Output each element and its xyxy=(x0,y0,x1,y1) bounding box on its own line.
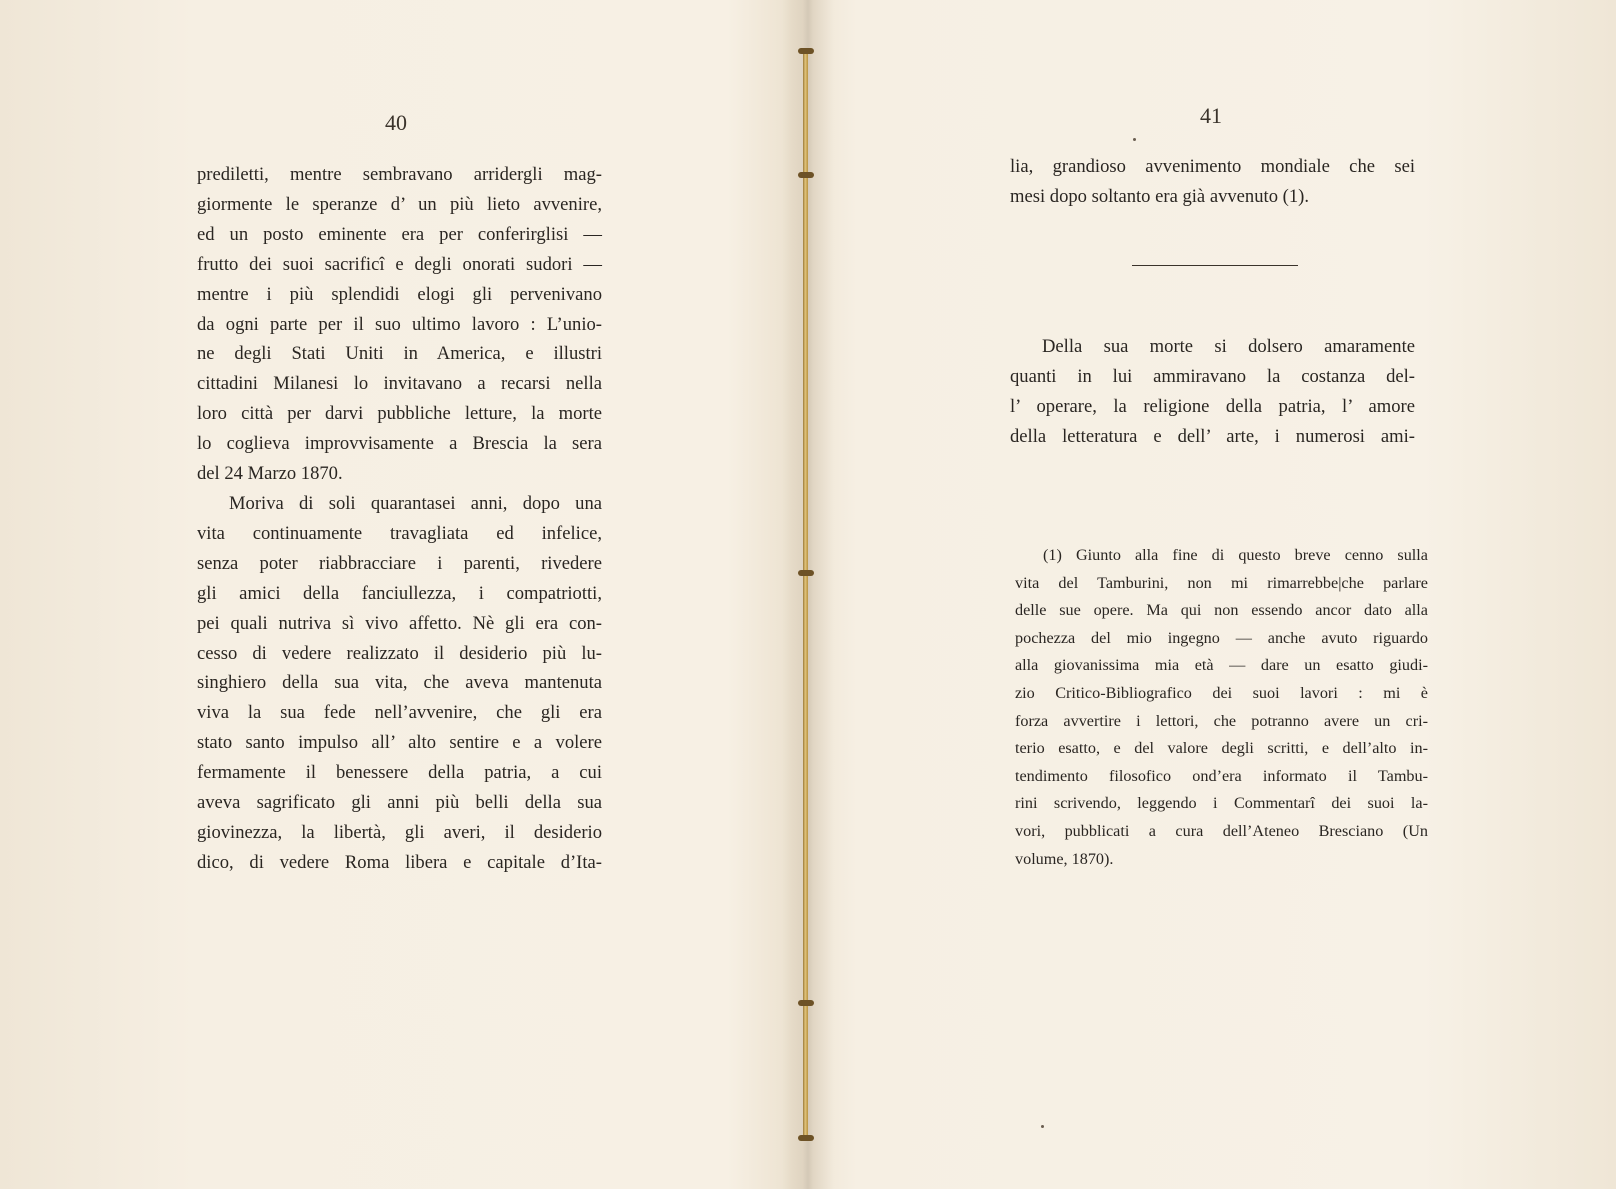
text-line: Moriva di soli quarantasei anni, dopo una xyxy=(229,492,602,514)
text-line: giovinezza, la libertà, gli averi, il desiderio xyxy=(197,821,602,843)
binding-stitch xyxy=(798,570,814,576)
footnote-line: zio Critico-Bibliografico dei suoi lavori : mi è xyxy=(1015,683,1428,702)
binding-stitch xyxy=(798,1000,814,1006)
text-line: del 24 Marzo 1870. xyxy=(197,463,343,485)
binding-stitch xyxy=(798,48,814,54)
binding-stitch xyxy=(798,1135,814,1141)
footnote xyxy=(1015,542,1428,873)
text-line: prediletti, mentre sembravano arridergli mag- xyxy=(197,164,602,185)
text-line: della letteratura e dell’ arte, i numerosi ami- xyxy=(1010,425,1415,447)
text-line: quanti in lui ammiravano la costanza del- xyxy=(1010,365,1415,387)
text-line: dico, di vedere Roma libera e capitale d’Ita- xyxy=(197,851,602,873)
footnote-line: terio esatto, e del valore degli scritti, e dell’alto in- xyxy=(1015,739,1428,758)
text-line: mesi dopo soltanto era già avvenuto (1). xyxy=(1010,185,1309,207)
text-line: da ogni parte per il suo ultimo lavoro : L’unio- xyxy=(197,313,602,335)
section-rule xyxy=(1132,265,1298,266)
text-line: singhiero della sua vita, che aveva mantenuta xyxy=(197,672,602,694)
ink-speck xyxy=(1133,138,1136,141)
page-number-right: 41 xyxy=(1200,103,1222,128)
footnote-line: vita del Tamburini, non mi rimarrebbe|che parlare xyxy=(1015,573,1428,592)
text-line: fermamente il benessere della patria, a cui xyxy=(197,762,602,784)
footnote-line: pochezza del mio ingegno — anche avuto riguardo xyxy=(1015,628,1428,647)
text-line: cesso di vedere realizzato il desiderio più lu- xyxy=(197,642,602,664)
text-line: giormente le speranze d’ un più lieto avvenire, xyxy=(197,193,602,215)
text-line: loro città per darvi pubbliche letture, la morte xyxy=(197,403,602,425)
footnote-line: rini scrivendo, leggendo i Commentarî dei suoi la- xyxy=(1015,794,1428,813)
binding-thread xyxy=(803,50,808,1140)
text-line-italic-title: ne degli Stati Uniti in America, e illustri xyxy=(197,343,602,365)
text-line: lo coglieva improvvisamente a Brescia la sera xyxy=(197,433,602,455)
text-line: mentre i più splendidi elogi gli pervenivano xyxy=(197,283,602,305)
text-line: frutto dei suoi sacrificî e degli onorati sudori — xyxy=(197,253,602,275)
footnote-line: volume, 1870). xyxy=(1015,849,1114,868)
text-line: stato santo impulso all’ alto sentire e a volere xyxy=(197,732,602,754)
ink-speck xyxy=(1041,1125,1044,1128)
text-line: gli amici della fanciullezza, i compatriotti, xyxy=(197,582,602,604)
text-line: Della sua morte si dolsero amaramente xyxy=(1042,336,1415,357)
text-line: senza poter riabbracciare i parenti, rivedere xyxy=(197,552,602,574)
right-page-top-text xyxy=(1010,152,1415,212)
text-line: pei quali nutriva sì vivo affetto. Nè gli era con- xyxy=(197,612,602,634)
footnote-line: vori, pubblicati a cura dell’Ateneo Bresciano (Un xyxy=(1015,821,1428,840)
binding-stitch xyxy=(798,172,814,178)
book-gutter xyxy=(782,0,834,1189)
text-line: cittadini Milanesi lo invitavano a recarsi nella xyxy=(197,373,602,395)
text-line: lia, grandioso avvenimento mondiale che sei xyxy=(1010,156,1415,177)
right-page-body-text xyxy=(1010,332,1415,452)
text-line: l’ operare, la religione della patria, l’ amore xyxy=(1010,395,1415,417)
footnote-line: delle sue opere. Ma qui non essendo ancor dato alla xyxy=(1015,601,1428,620)
text-line: aveva sagrificato gli anni più belli della sua xyxy=(197,792,602,814)
text-line: viva la sua fede nell’avvenire, che gli era xyxy=(197,702,602,724)
footnote-line: (1) Giunto alla fine di questo breve cenno sulla xyxy=(1043,546,1428,564)
footnote-line: tendimento filosofico ond’era informato il Tambu- xyxy=(1015,766,1428,785)
page-number-left: 40 xyxy=(385,110,407,135)
text-line: ed un posto eminente era per conferirglisi — xyxy=(197,223,602,245)
left-page-text xyxy=(197,160,602,878)
text-line: vita continuamente travagliata ed infelice, xyxy=(197,522,602,544)
footnote-line: alla giovanissima mia età — dare un esatto giudi- xyxy=(1015,656,1428,675)
footnote-line: forza avvertire i lettori, che potranno avere un cri- xyxy=(1015,711,1428,730)
